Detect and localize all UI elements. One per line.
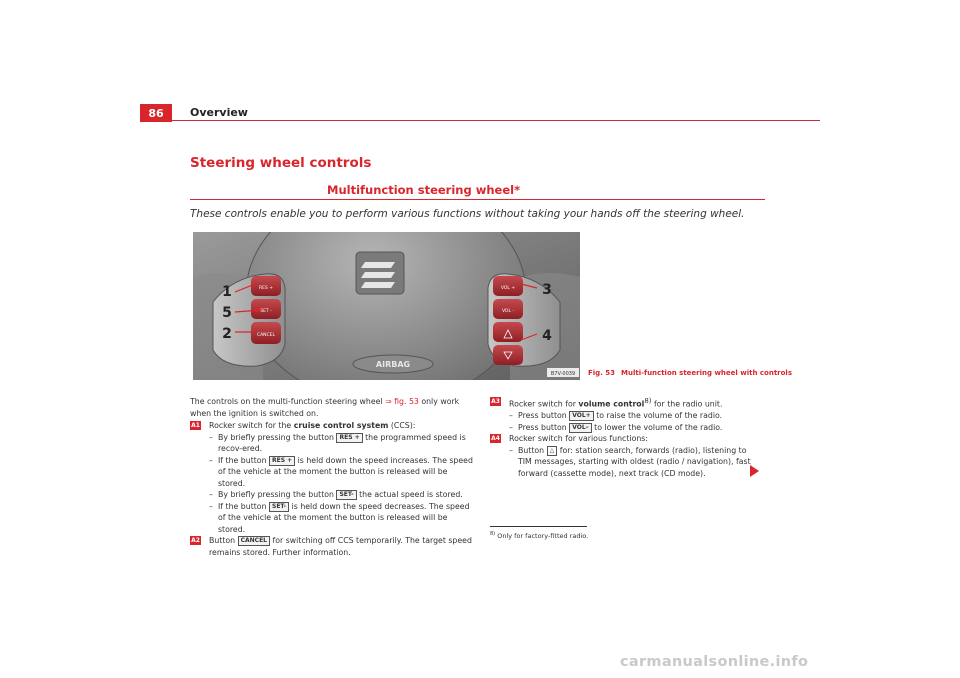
steering-wheel-illustration (193, 232, 580, 380)
vol-plus-chip: VOL+ (569, 411, 594, 421)
intro-text: These controls enable you to perform various functions without taking your hands off the steering wheel. (190, 208, 745, 220)
right-column (490, 396, 760, 479)
steering-wheel-figure (193, 232, 580, 380)
marker-a3: A3 (491, 397, 500, 405)
vol-minus-label: VOL - (501, 309, 515, 314)
item-a1: A1 Rocker switch for the cruise control system (CCS): – By briefly pressing the button RES + the programmed speed is recov-ered. – If the button RES + is held down the speed increases. The speed of the vehicle at the moment the button is released will be stored. – By briefly pressing the button SET- the actual speed is stored. – If the button SET- is held down the speed decreases. The speed of the vehicle at the moment the button is released will be stored. (190, 420, 475, 535)
callout-1: 1 (222, 284, 232, 300)
a1-sub-2: – If the button RES + is held down the speed increases. The speed of the vehicle at the moment the button is released will be stored. (209, 455, 475, 490)
brand-logo (356, 252, 404, 294)
footnote-rule (490, 526, 587, 527)
footnote-text: Only for factory-fitted radio. (497, 532, 589, 541)
header-rule (140, 120, 820, 121)
a3-sub-2: – Press button VOL– to lower the volume of the radio. (509, 422, 760, 434)
marker-a2: A2 (191, 536, 200, 544)
vol-plus-label: VOL + (500, 286, 516, 291)
a3-sub-1: – Press button VOL+ to raise the volume of the radio. (509, 410, 760, 422)
warning-function-button[interactable] (493, 322, 523, 342)
intro-paragraph: The controls on the multi-function steering wheel ⇒ fig. 53 only work when the ignition is switched on. (190, 397, 460, 418)
a4-sub-1: – Button △ for: station search, forwards (radio), listening to TIM messages, starting with oldest (radio / navigation), fast forward (cassette mode), next track (CD mode). (509, 445, 760, 480)
marker-a4: A4 (491, 434, 500, 442)
res-plus-chip-2: RES + (269, 456, 295, 466)
left-column (190, 396, 475, 558)
callout-2: 2 (222, 326, 232, 342)
set-minus-chip-2: SET- (269, 502, 289, 512)
page-number: 86 (140, 104, 172, 122)
cancel-label: CANCEL (256, 333, 276, 338)
figure-ref-code: B7V-0039 (550, 371, 576, 377)
item-a3: A3 Rocker switch for volume control$^{8)}$ for the radio unit. – Press button VOL+ to raise the volume of the radio. – Press button VOL– to lower the volume of the radio. (490, 396, 760, 433)
subtitle-rule (190, 199, 765, 200)
callout-5: 5 (222, 305, 232, 321)
res-plus-chip: RES + (336, 433, 362, 443)
next-page-arrow-icon[interactable] (750, 465, 759, 477)
item-a4: A4 Rocker switch for various functions: – Button △ for: station search, forwards (radio), listening to TIM messages, starting with oldest (radio / navigation), fast forward (cassette mode), next track (CD mode). (490, 433, 760, 479)
item-a2: A2 Button CANCEL for switching off CCS temporarily. The target speed remains stored. Further information. (191, 536, 472, 557)
footnote (490, 531, 588, 540)
callout-4: 4 (542, 328, 552, 344)
footnote-ref: 8) (644, 397, 652, 405)
figure-caption (588, 369, 792, 377)
airbag-label: AIRBAG (375, 360, 411, 369)
a1-sub-1: – By briefly pressing the button RES + the programmed speed is recov-ered. (209, 432, 475, 455)
set-minus-label: SET - (260, 309, 272, 314)
callout-3: 3 (542, 282, 552, 298)
vol-minus-chip: VOL– (569, 423, 591, 433)
set-minus-chip: SET- (336, 490, 356, 500)
subtitle: Multifunction steering wheel* (327, 183, 521, 197)
cancel-chip: CANCEL (238, 536, 270, 546)
warning-triangle-chip-icon: △ (547, 446, 558, 456)
watermark: carmanualsonline.info (620, 654, 809, 670)
figure-link[interactable]: ⇒ fig. 53 (385, 397, 419, 406)
marker-a1: A1 (191, 421, 200, 429)
res-plus-label: RES + (258, 286, 274, 291)
section-header: Overview (190, 106, 248, 119)
down-function-button[interactable] (493, 345, 523, 365)
figure-caption-text: Multi-function steering wheel with controls (621, 369, 792, 377)
footnote-number: 8) (490, 531, 496, 537)
a1-sub-3: – By briefly pressing the button SET- the actual speed is stored. (209, 489, 475, 501)
figure-number: Fig. 53 (588, 369, 616, 377)
a1-sub-4: – If the button SET- is held down the speed decreases. The speed of the vehicle at the moment the button is released will be stored. (209, 501, 475, 536)
chapter-title: Steering wheel controls (190, 155, 372, 171)
